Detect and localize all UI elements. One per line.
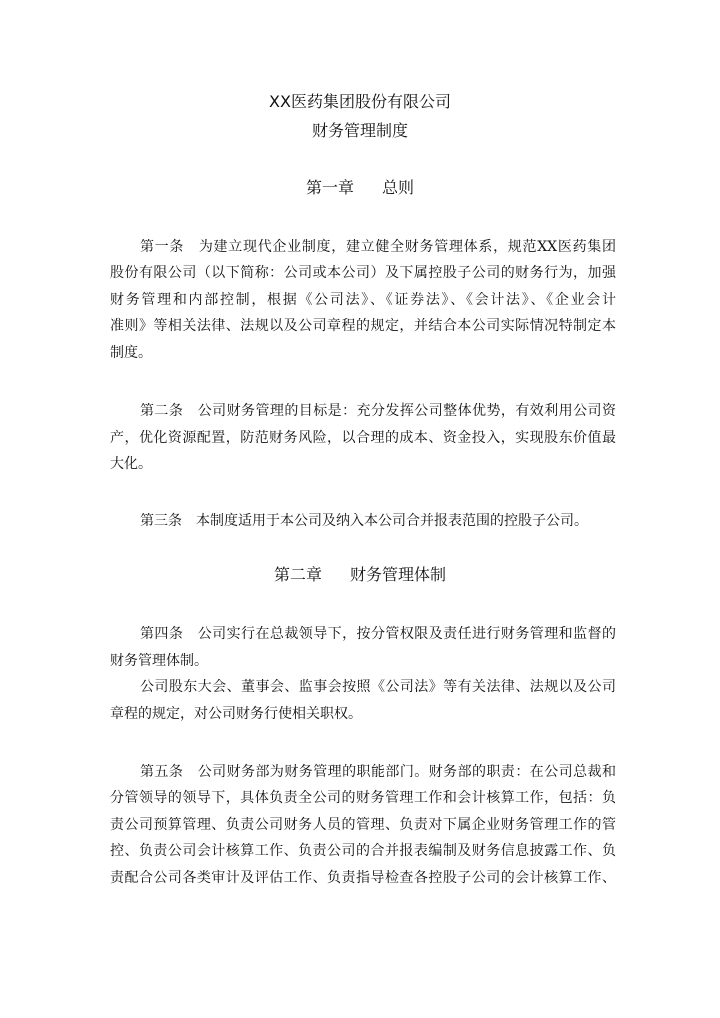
chapter-2-heading xyxy=(0,565,720,585)
chapter-1-heading xyxy=(0,178,720,198)
company-name: XX医药集团股份有限公司 xyxy=(269,92,451,111)
article-5-line-5: 责配合公司各类审计及评估工作、负责指导检查各控股子公司的会计核算工作、 xyxy=(110,870,616,886)
article-4-line-1: 第四条 公司实行在总裁领导下，按分管权限及责任进行财务管理和监督的 xyxy=(140,626,616,642)
article-2-line-1: 第二条 公司财务管理的目标是：充分发挥公司整体优势，有效利用公司资 xyxy=(140,403,616,419)
chapter-2-number: 第二章 xyxy=(273,565,322,584)
article-1-line-1: 第一条 为建立现代企业制度，建立健全财务管理体系，规范XX医药集团 xyxy=(140,239,616,255)
article-1-line-4: 准则》等相关法律、法规以及公司章程的规定，并结合本公司实际情况特制定本 xyxy=(110,318,616,334)
article-1-line-2: 股份有限公司（以下简称：公司或本公司）及下属控股子公司的财务行为，加强 xyxy=(110,265,616,281)
article-1-line-3: 财务管理和内部控制，根据《公司法》、《证券法》、《会计法》、《企业会计 xyxy=(110,292,616,308)
article-3-line-1: 第三条 本制度适用于本公司及纳入本公司合并报表范围的控股子公司。 xyxy=(140,513,588,529)
article-5-line-1: 第五条 公司财务部为财务管理的职能部门。财务部的职责：在公司总裁和 xyxy=(140,764,616,780)
article-2-line-3: 大化。 xyxy=(110,456,152,472)
article-5-line-4: 控、负责公司会计核算工作、负责公司的合并报表编制及财务信息披露工作、负 xyxy=(110,843,616,859)
chapter-1-number: 第一章 xyxy=(305,178,354,197)
chapter-2-name: 财务管理体制 xyxy=(350,565,447,584)
article-4-line-3: 公司股东大会、董事会、监事会按照《公司法》等有关法律、法规以及公司 xyxy=(140,679,616,695)
article-2-line-2: 产，优化资源配置，防范财务风险，以合理的成本、资金投入，实现股东价值最 xyxy=(110,430,616,446)
article-4-line-2: 财务管理体制。 xyxy=(110,653,208,669)
article-1-line-5: 制度。 xyxy=(110,345,152,361)
chapter-1-name: 总则 xyxy=(382,178,415,197)
article-4-line-4: 章程的规定，对公司财务行使相关职权。 xyxy=(110,706,362,722)
article-5-line-3: 责公司预算管理、负责公司财务人员的管理、负责对下属企业财务管理工作的管 xyxy=(110,817,616,833)
article-5-line-2: 分管领导的领导下，具体负责全公司的财务管理工作和会计核算工作，包括：负 xyxy=(110,790,616,806)
document-title: 财务管理制度 xyxy=(311,121,408,140)
